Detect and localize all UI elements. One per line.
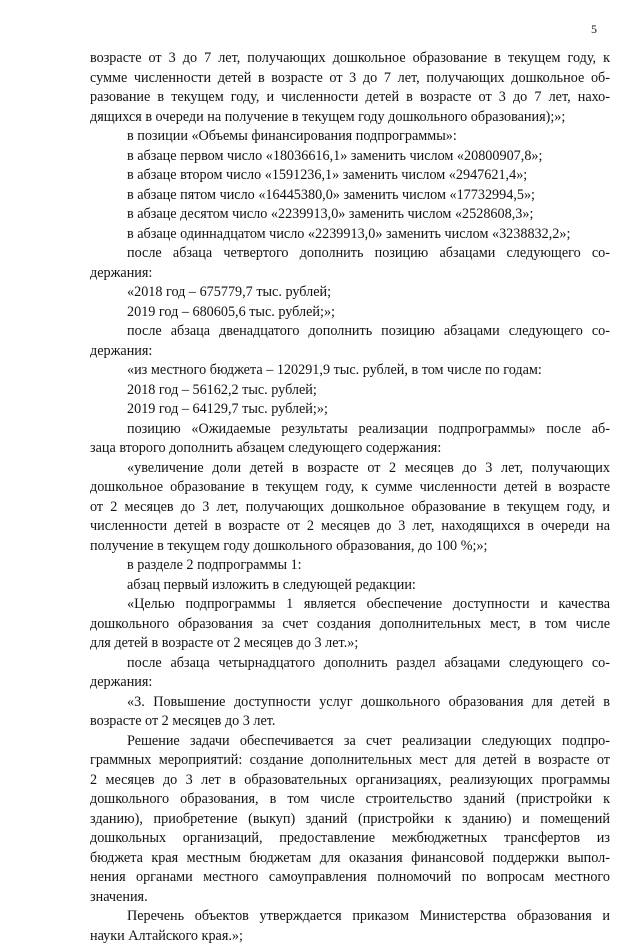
text-line: возрасте от 3 до 7 лет, получающих дошкольное образование в текущем году, к	[90, 49, 610, 69]
text-line: 2019 год – 680605,6 тыс. рублей;»;	[90, 303, 610, 323]
text-line: дошкольного образования за счет создания дополнительных мест, в том числе	[90, 615, 610, 635]
text-line: численности детей в возрасте от 2 месяцев до 3 лет, находящихся в очереди на	[90, 517, 610, 537]
text-line: заца второго дополнить абзацем следующего содержания:	[90, 439, 610, 459]
text-line: «из местного бюджета – 120291,9 тыс. рублей, в том числе по годам:	[90, 361, 610, 381]
text-line: в разделе 2 подпрограммы 1:	[90, 556, 610, 576]
text-line: 2 месяцев до 3 лет в образовательных организациях, реализующих программы	[90, 771, 610, 791]
text-line: разование в текущем году, и численности детей в возрасте от 3 до 7 лет, нахо-	[90, 88, 610, 108]
text-line: держания:	[90, 264, 610, 284]
text-line: 2018 год – 56162,2 тыс. рублей;	[90, 381, 610, 401]
text-line: после абзаца четвертого дополнить позицию абзацами следующего со-	[90, 244, 610, 264]
text-line: значения.	[90, 888, 610, 908]
text-line: нения органами местного самоуправления полномочий по вопросам местного	[90, 868, 610, 888]
text-line: науки Алтайского края.»;	[90, 927, 610, 946]
text-line: в абзаце одиннадцатом число «2239913,0» заменить числом «3238832,2»;	[90, 225, 610, 245]
text-line: в позиции «Объемы финансирования подпрограммы»:	[90, 127, 610, 147]
page-number: 5	[591, 22, 597, 36]
text-line: получение в текущем году дошкольного образования, до 100 %;»;	[90, 537, 610, 557]
text-line: Перечень объектов утверждается приказом Министерства образования и	[90, 907, 610, 927]
text-line: для детей в возрасте от 2 месяцев до 3 лет.»;	[90, 634, 610, 654]
text-line: зданию), приобретение (выкуп) зданий (пристройки к зданию) и помещений	[90, 810, 610, 830]
text-line: в абзаце первом число «18036616,1» заменить числом «20800907,8»;	[90, 147, 610, 167]
text-line: «2018 год – 675779,7 тыс. рублей;	[90, 283, 610, 303]
text-line: граммных мероприятий: создание дополнительных мест для детей в возрасте от	[90, 751, 610, 771]
text-line: 2019 год – 64129,7 тыс. рублей;»;	[90, 400, 610, 420]
text-line: «3. Повышение доступности услуг дошкольного образования для детей в	[90, 693, 610, 713]
text-line: возрасте от 2 месяцев до 3 лет.	[90, 712, 610, 732]
text-line: после абзаца четырнадцатого дополнить раздел абзацами следующего со-	[90, 654, 610, 674]
text-line: «увеличение доли детей в возрасте от 2 месяцев до 3 лет, получающих	[90, 459, 610, 479]
text-line: держания:	[90, 342, 610, 362]
text-line: абзац первый изложить в следующей редакции:	[90, 576, 610, 596]
text-line: дящихся в очереди на получение в текущем году дошкольного образования);»;	[90, 108, 610, 128]
document-body	[90, 49, 610, 946]
text-line: позицию «Ожидаемые результаты реализации подпрограммы» после аб-	[90, 420, 610, 440]
text-line: бюджета края местным бюджетам для оказания финансовой поддержки выпол-	[90, 849, 610, 869]
text-line: в абзаце пятом число «16445380,0» заменить числом «17732994,5»;	[90, 186, 610, 206]
text-line: дошкольное образование в текущем году, к сумме численности детей в возрасте	[90, 478, 610, 498]
text-line: от 2 месяцев до 3 лет, получающих дошкольное образование в текущем году, и	[90, 498, 610, 518]
text-line: «Целью подпрограммы 1 является обеспечение доступности и качества	[90, 595, 610, 615]
text-line: держания:	[90, 673, 610, 693]
text-line: после абзаца двенадцатого дополнить позицию абзацами следующего со-	[90, 322, 610, 342]
text-line: дошкольных организаций, предоставление межбюджетных трансфертов из	[90, 829, 610, 849]
text-line: дошкольного образования, в том числе строительство зданий (пристройки к	[90, 790, 610, 810]
text-line: в абзаце втором число «1591236,1» заменить числом «2947621,4»;	[90, 166, 610, 186]
text-line: Решение задачи обеспечивается за счет реализации следующих подпро-	[90, 732, 610, 752]
text-line: в абзаце десятом число «2239913,0» заменить числом «2528608,3»;	[90, 205, 610, 225]
text-line: сумме численности детей в возрасте от 3 до 7 лет, получающих дошкольное об-	[90, 69, 610, 89]
